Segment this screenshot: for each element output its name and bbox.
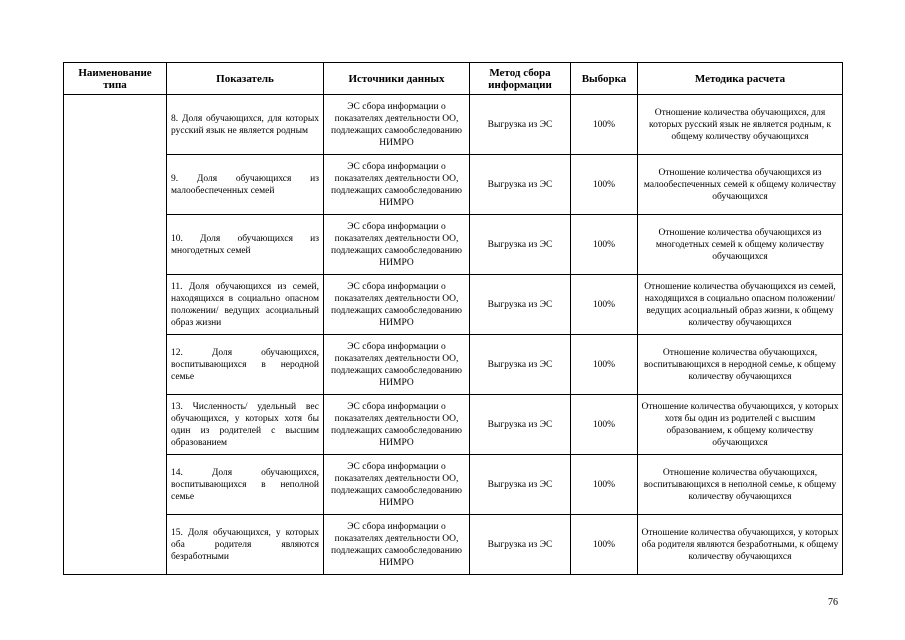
header-indicator: Показатель: [167, 63, 324, 95]
source-cell: ЭС сбора информации о показателях деятельности ОО, подлежащих самообследованию НИМРО: [324, 335, 470, 395]
calc-cell: Отношение количества обучающихся, для которых русский язык не является родным, к общему количеству обучающихся: [638, 95, 843, 155]
method-cell: Выгрузка из ЭС: [470, 455, 571, 515]
table-row: [64, 95, 843, 155]
source-cell: ЭС сбора информации о показателях деятельности ОО, подлежащих самообследованию НИМРО: [324, 155, 470, 215]
source-cell: ЭС сбора информации о показателях деятельности ОО, подлежащих самообследованию НИМРО: [324, 455, 470, 515]
calc-cell: Отношение количества обучающихся, у которых оба родителя являются безработными, к общему количеству обучающихся: [638, 515, 843, 575]
sample-cell: 100%: [571, 155, 638, 215]
sample-cell: 100%: [571, 455, 638, 515]
source-cell: ЭС сбора информации о показателях деятельности ОО, подлежащих самообследованию НИМРО: [324, 515, 470, 575]
table-header-row: [64, 63, 843, 95]
sample-cell: 100%: [571, 335, 638, 395]
indicator-cell: 13. Численность/ удельный вес обучающихся, у которых хотя бы один из родителей с высшим образованием: [167, 395, 324, 455]
header-sample: Выборка: [571, 63, 638, 95]
type-cell: [64, 95, 167, 575]
table-row: [64, 395, 843, 455]
method-cell: Выгрузка из ЭС: [470, 335, 571, 395]
method-cell: Выгрузка из ЭС: [470, 95, 571, 155]
method-cell: Выгрузка из ЭС: [470, 215, 571, 275]
method-cell: Выгрузка из ЭС: [470, 155, 571, 215]
table-row: [64, 275, 843, 335]
table-row: [64, 155, 843, 215]
table-row: [64, 215, 843, 275]
calc-cell: Отношение количества обучающихся, у которых хотя бы один из родителей с высшим образованием, к общему количеству обучающихся: [638, 395, 843, 455]
method-cell: Выгрузка из ЭС: [470, 275, 571, 335]
indicator-cell: 8. Доля обучающихся, для которых русский язык не является родным: [167, 95, 324, 155]
sample-cell: 100%: [571, 395, 638, 455]
sample-cell: 100%: [571, 215, 638, 275]
header-type: Наименование типа: [64, 63, 167, 95]
source-cell: ЭС сбора информации о показателях деятельности ОО, подлежащих самообследованию НИМРО: [324, 215, 470, 275]
source-cell: ЭС сбора информации о показателях деятельности ОО, подлежащих самообследованию НИМРО: [324, 95, 470, 155]
source-cell: ЭС сбора информации о показателях деятельности ОО, подлежащих самообследованию НИМРО: [324, 395, 470, 455]
indicator-cell: 12. Доля обучающихся, воспитывающихся в неродной семье: [167, 335, 324, 395]
table-row: [64, 515, 843, 575]
table-row: [64, 335, 843, 395]
calc-cell: Отношение количества обучающихся из малообеспеченных семей к общему количеству обучающихся: [638, 155, 843, 215]
sample-cell: 100%: [571, 515, 638, 575]
calc-cell: Отношение количества обучающихся, воспитывающихся в неполной семье, к общему количеству обучающихся: [638, 455, 843, 515]
method-cell: Выгрузка из ЭС: [470, 395, 571, 455]
calc-cell: Отношение количества обучающихся, воспитывающихся в неродной семье, к общему количеству обучающихся: [638, 335, 843, 395]
indicator-cell: 14. Доля обучающихся, воспитывающихся в неполной семье: [167, 455, 324, 515]
header-sources: Источники данных: [324, 63, 470, 95]
sample-cell: 100%: [571, 95, 638, 155]
page-number: 76: [828, 597, 838, 608]
indicator-cell: 11. Доля обучающихся из семей, находящихся в социально опасном положении/ ведущих асоциальный образ жизни: [167, 275, 324, 335]
indicators-table: [63, 62, 843, 575]
source-cell: ЭС сбора информации о показателях деятельности ОО, подлежащих самообследованию НИМРО: [324, 275, 470, 335]
indicator-cell: 9. Доля обучающихся из малообеспеченных семей: [167, 155, 324, 215]
header-calc: Методика расчета: [638, 63, 843, 95]
calc-cell: Отношение количества обучающихся из семей, находящихся в социально опасном положении/ ведущих асоциальный образ жизни, к общему количеству обучающихся: [638, 275, 843, 335]
header-method: Метод сбора информации: [470, 63, 571, 95]
indicator-cell: 10. Доля обучающихся из многодетных семей: [167, 215, 324, 275]
calc-cell: Отношение количества обучающихся из многодетных семей к общему количеству обучающихся: [638, 215, 843, 275]
table-row: [64, 455, 843, 515]
sample-cell: 100%: [571, 275, 638, 335]
method-cell: Выгрузка из ЭС: [470, 515, 571, 575]
indicator-cell: 15. Доля обучающихся, у которых оба родителя являются безработными: [167, 515, 324, 575]
